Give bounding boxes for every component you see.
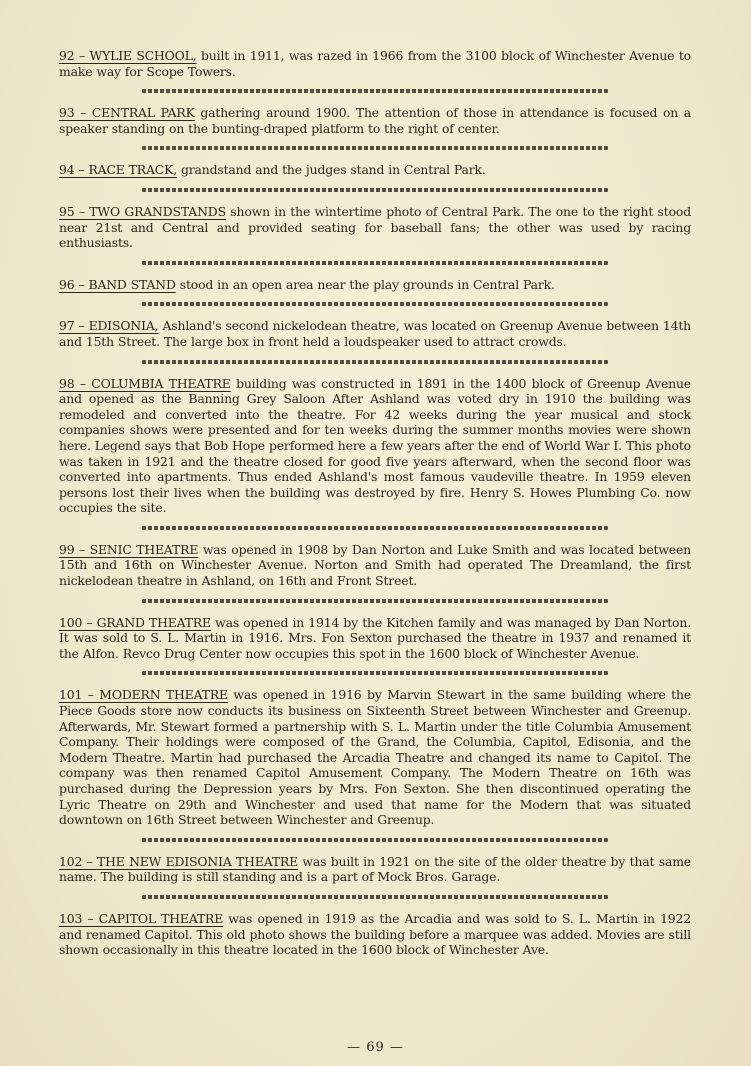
entry-body: was opened in 1914 by the Kitchen family and was managed by Dan Norton. It was sold to S. L. Martin in 1916. Mrs. Fon Sexton purchased the theatre in 1937 and renamed it the Alfon. Revco Drug Center now occupies this spot in the 1600 block of Winchester Avenue. [59, 614, 691, 661]
entry-102 [59, 854, 691, 885]
entry-title: 99 – SENIC THEATRE [59, 541, 199, 557]
page-number: — 69 — [347, 1040, 404, 1055]
dashed-divider [142, 599, 608, 603]
captions-column [59, 48, 691, 958]
entry-title: 92 – WYLIE SCHOOL, [59, 48, 197, 63]
entry-body: was opened in 1919 as the Arcadia and was sold to S. L. Martin in 1922 and renamed Capitol. This old photo shows the building before a marquee was added. Movies are still shown occasionally in this theatre located in the 1600 block of Winchester Ave. [59, 910, 692, 958]
dashed-divider [142, 146, 608, 150]
entry-body: was opened in 1908 by Dan Norton and Luke Smith and was located between 15th and 16th on Winchester Avenue. Norton and Smith had operated The Dreamland, the first nickelodean theatre in Ashland, on 16th and Front Street. [59, 541, 691, 589]
entry-103 [59, 911, 691, 958]
entry-92 [59, 48, 691, 79]
entry-title: 93 – CENTRAL PARK [59, 105, 195, 121]
entry-body: built in 1911, was razed in 1966 from the 3100 block of Winchester Avenue to make way for Scope Towers. [59, 48, 691, 79]
dashed-divider [142, 302, 608, 306]
entry-body: was built in 1921 on the site of the older theatre by that same name. The building is still standing and is a part of Mock Bros. Garage. [59, 853, 691, 885]
entry-body: gathering around 1900. The attention of those in attendance is focused on a speaker standing on the bunting-draped platform to the right of center. [59, 105, 691, 136]
entry-title: 102 – THE NEW EDISONIA THEATRE [59, 853, 299, 869]
entry-93 [59, 105, 691, 136]
dashed-divider [142, 526, 608, 530]
entry-body: grandstand and the judges stand in Central Park. [177, 162, 486, 178]
entry-title: 101 – MODERN THEATRE [59, 687, 228, 703]
dashed-divider [142, 89, 608, 93]
entry-101 [59, 687, 691, 827]
entry-body: was opened in 1916 by Marvin Stewart in the same building where the Piece Goods store now conducts its business on Sixteenth Street between Winchester and Greenup. Afterwards, Mr. Stewart formed a partnership with S. L. Martin under the title Columbia Amusement Company. Their holdings were composed of the Grand, the Columbia, Capitol, Edisonia, and the Modern Theatre. Martin had purchased the Arcadia Theatre and changed its name to Capitol. The company was then renamed Capitol Amusement Company. The Modern Theatre on 16th was purchased during the Depression years by Mrs. Fon Sexton. She then discontinued operating the Lyric Theatre on 29th and Winchester and used that name for the Modern that was situated downtown on 16th Street between Winchester and Greenup. [59, 687, 692, 828]
entry-title: 94 – RACE TRACK, [59, 162, 177, 178]
entry-body: Ashland's second nickelodean theatre, was located on Greenup Avenue between 14th and 15th Street. The large box in front held a loudspeaker used to attract crowds. [59, 318, 691, 349]
entry-body: building was constructed in 1891 in the 1400 block of Greenup Avenue and opened as the Banning Grey Saloon After Ashland was voted dry in 1910 the building was remodeled and converted into the theatre. For 42 weeks during the year musical and stock companies shows were presented and for ten weeks during the summer months movies were shown here. Legend says that Bob Hope performed here a few years after the end of World War I. This photo was taken in 1921 and the theatre closed for good five years afterward, when the second floor was converted into apartments. Thus ended Ashland's most famous vaudeville theatre. In 1959 eleven persons lost their lives when the building was destroyed by fire. Henry S. Howes Plumbing Co. now occupies the site. [59, 375, 691, 516]
entry-100 [59, 615, 691, 662]
entry-title: 100 – GRAND THEATRE [59, 614, 211, 630]
entry-title: 103 – CAPITOL THEATRE [59, 910, 224, 926]
entry-body: stood in an open area near the play grounds in Central Park. [175, 276, 555, 292]
dashed-divider [142, 838, 608, 842]
entry-95 [59, 204, 691, 251]
entry-98 [59, 376, 691, 516]
dashed-divider [142, 360, 608, 364]
dashed-divider [142, 671, 608, 675]
dashed-divider [142, 188, 608, 192]
entry-title: 97 – EDISONIA, [59, 318, 159, 334]
entry-94 [59, 162, 691, 178]
entry-97 [59, 318, 691, 349]
entry-title: 95 – TWO GRANDSTANDS [59, 203, 226, 219]
entry-99 [59, 542, 691, 589]
dashed-divider [142, 895, 608, 899]
entry-title: 98 – COLUMBIA THEATRE [59, 375, 231, 391]
dashed-divider [142, 261, 608, 265]
entry-title: 96 – BAND STAND [59, 276, 176, 292]
entry-96 [59, 277, 691, 293]
entry-body: shown in the wintertime photo of Central Park. The one to the right stood near 21st and Central and provided seating for baseball fans; the other was used by racing enthusiasts. [59, 203, 691, 251]
